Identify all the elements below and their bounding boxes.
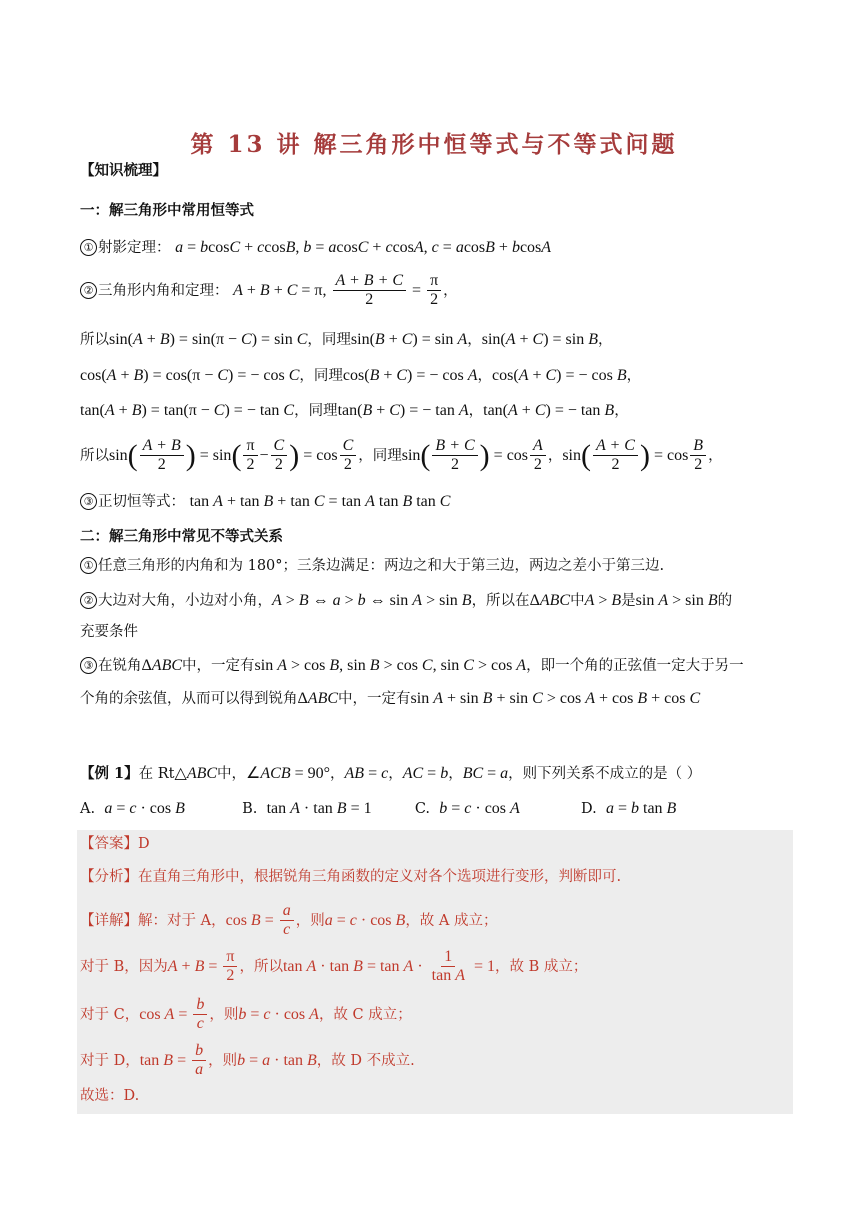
section-heading-identities: 一：解三角形中常用恒等式	[80, 202, 254, 219]
projection-theorem: ① 射影定理： a = bcosC + ccosB, b = acosC + ccosA, c = acosB + bcosA	[80, 238, 551, 257]
circle-number-3: ③	[80, 493, 97, 510]
half-angle-identity: 所以sin( $\frac{A + B}{2}$ ) = sin( $\frac{\pi}{2}$ − $\frac{C}{2}$ ) = cos $\frac{C}{2}$ ，同理sin( $\frac{B + C}{2}$ ) = cos $\frac{A}{2}$ ，sin( $\frac{A + C}{2}$ ) = cos $\frac{B}{2}$ ，	[80, 437, 723, 474]
example-label: 【例 1】	[80, 765, 139, 782]
inequality-item-2: ② 大边对大角，小边对小角，A > B ⇔ a > b ⇔ sin A > sin B，所以在ΔABC中A > B是sin A > sin B的	[80, 591, 732, 610]
page-title: 第 13 讲 解三角形中恒等式与不等式问题	[190, 131, 678, 158]
knowledge-heading: 【知识梳理】	[80, 162, 167, 179]
final-answer: 故选：D.	[80, 1088, 140, 1104]
inequality-item-1: ① 任意三角形的内角和为 180°；三条边满足：两边之和大于第三边，两边之差小于第三边.	[80, 557, 664, 575]
detail-c: 对于 C，cos A = $\frac{b}{c}$ ，则b = c · cos A，故 C 成立；	[80, 996, 412, 1033]
section-heading-inequalities: 二：解三角形中常见不等式关系	[80, 528, 283, 545]
detail-d: 对于 D，tan B = $\frac{b}{a}$ ，则b = a · tan B，故 D 不成立.	[80, 1042, 415, 1079]
inequality-item-3-cont: 个角的余弦值，从而可以得到锐角ΔABC中，一定有sin A + sin B + sin C > cos A + cos B + cos C	[80, 690, 701, 707]
option-c[interactable]: C. b = c · cos A	[414, 800, 520, 817]
detail-a: 【详解】解：对于 A，cos B = $\frac{a}{c}$ ，则a = c · cos B，故 A 成立；	[80, 902, 498, 939]
tangent-identity: ③ 正切恒等式： tan A + tan B + tan C = tan A tan B tan C	[80, 492, 450, 511]
inequality-item-3: ③ 在锐角ΔABC中，一定有sin A > cos B, sin B > cos C, sin C > cos A，即一个角的正弦值一定大于另一	[80, 656, 744, 675]
example-options	[80, 799, 676, 818]
angle-sum-theorem: ② 三角形内角和定理： A + B + C = π, $\frac{A + B + C}{2}$ = $\frac{\pi}{2}$ ，	[80, 272, 458, 310]
answer-line: 【答案】D	[80, 836, 150, 852]
analysis-line: 【分析】在直角三角形中，根据锐角三角函数的定义对各个选项进行变形，判断即可.	[80, 869, 622, 885]
option-b[interactable]: B. tan A · tan B = 1	[242, 800, 372, 817]
inequality-item-2-cont: 充要条件	[80, 624, 138, 640]
circle-number-1: ①	[80, 239, 97, 256]
detail-b: 对于 B，因为A + B = $\frac{\pi}{2}$ ，所以tan A · tan B = tan A · $\frac{1}{\text{tan A}}$ = 1，故 B 成立；	[80, 948, 588, 985]
option-a[interactable]: A. a = c · cos B	[80, 800, 185, 817]
option-d[interactable]: D. a = b tan B	[581, 800, 677, 817]
example-stem: 【例 1】在 Rt△ABC中，∠ACB = 90°，AB = c，AC = b，BC = a，则下列关系不成立的是（ ）	[80, 765, 702, 782]
projection-label: 射影定理：	[98, 240, 171, 256]
tangent-sum-identity: tan(A + B) = tan(π − C) = − tan C，同理tan(B + C) = − tan A，tan(A + C) = − tan B，	[80, 402, 629, 419]
cosine-sum-identity: cos(A + B) = cos(π − C) = − cos C，同理cos(B + C) = − cos A，cos(A + C) = − cos B，	[80, 367, 642, 384]
circle-number-2: ②	[80, 282, 97, 299]
projection-formula: a	[175, 239, 184, 256]
sine-sum-identity: 所以sin(A + B) = sin(π − C) = sin C，同理sin(B + C) = sin A，sin(A + C) = sin B，	[80, 331, 613, 348]
